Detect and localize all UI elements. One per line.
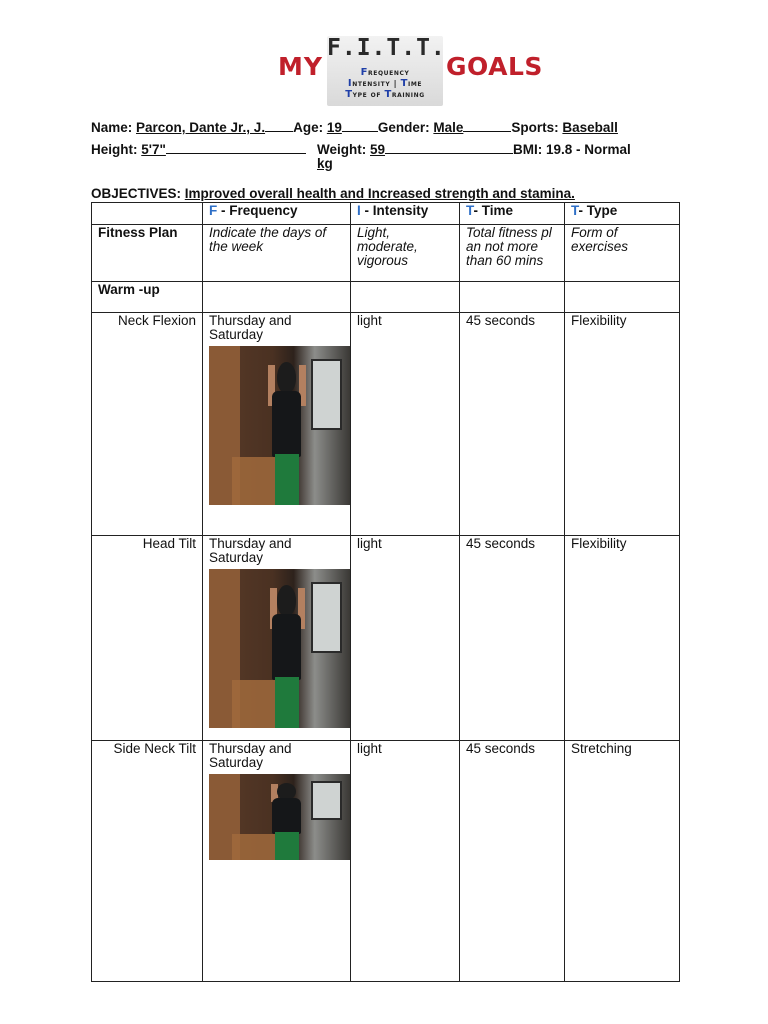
plan-type: Form of exercises: [565, 225, 680, 282]
weight-block: [317, 141, 631, 157]
exercise-time: 45 seconds: [460, 536, 565, 741]
plan-time: Total fitness pl an not more than 60 mins: [460, 225, 565, 282]
exercise-time: 45 seconds: [460, 741, 565, 982]
empty-cell: [565, 282, 680, 313]
logo-goals-text: GOALS: [446, 52, 543, 81]
logo-line-frequency: Frequency: [360, 67, 410, 78]
plan-intensity: Light, moderate, vigorous: [351, 225, 460, 282]
plan-frequency: Indicate the days of the week: [203, 225, 351, 282]
height-value: 5'7": [141, 142, 166, 157]
exercise-type: Flexibility: [565, 313, 680, 536]
exercise-frequency-cell: [203, 741, 351, 982]
weight-label: Weight:: [317, 142, 370, 157]
empty-cell: [351, 282, 460, 313]
exercise-name: Head Tilt: [92, 536, 203, 741]
sports-label: Sports:: [511, 120, 563, 135]
exercise-name: Side Neck Tilt: [92, 741, 203, 982]
table-header-row: [92, 203, 680, 225]
exercise-frequency-cell: [203, 313, 351, 536]
fitt-logo: [327, 35, 446, 106]
exercise-intensity: light: [351, 313, 460, 536]
header-frequency: F - Frequency: [203, 203, 351, 225]
exercise-photo-side-neck-tilt: [209, 774, 350, 860]
sports-value: Baseball: [562, 120, 618, 135]
logo-line-intensity-time: Intensity | Time: [347, 78, 423, 89]
gender-value: Male: [433, 120, 464, 135]
exercise-photo-neck-flexion: [209, 346, 350, 505]
table-row: [92, 741, 680, 982]
objectives-value: Improved overall health and Increased strength and stamina.: [184, 186, 575, 201]
objectives: [91, 186, 575, 201]
empty-cell: [203, 282, 351, 313]
warmup-section-row: [92, 282, 680, 313]
info-row-2: [91, 141, 306, 157]
exercise-intensity: light: [351, 741, 460, 982]
logo-my-text: MY: [278, 52, 323, 81]
weight-value: 59: [370, 142, 386, 157]
exercise-name: Neck Flexion: [92, 313, 203, 536]
weight-unit: kg: [317, 156, 333, 171]
table-row: [92, 313, 680, 536]
bmi-text: BMI: 19.8 - Normal: [513, 142, 631, 157]
exercise-type: Flexibility: [565, 536, 680, 741]
logo-line-type-of-training: Type of Training: [345, 89, 425, 100]
header-empty-cell: [92, 203, 203, 225]
exercise-frequency: Thursday and Saturday: [209, 313, 292, 342]
header-type: T- Type: [565, 203, 680, 225]
exercise-frequency: Thursday and Saturday: [209, 536, 292, 565]
fitness-plan-row: [92, 225, 680, 282]
exercise-frequency: Thursday and Saturday: [209, 741, 292, 770]
name-label: Name:: [91, 120, 137, 135]
logo-fitt-title: F.I.T.T.: [327, 35, 446, 61]
weight-unit-line: [317, 156, 333, 171]
fitt-table: [91, 202, 680, 982]
objectives-label: OBJECTIVES:: [91, 186, 185, 201]
table-row: [92, 536, 680, 741]
warmup-label: Warm -up: [92, 282, 203, 313]
exercise-photo-head-tilt: [209, 569, 350, 728]
age-label: Age:: [293, 120, 327, 135]
exercise-type: Stretching: [565, 741, 680, 982]
exercise-intensity: light: [351, 536, 460, 741]
age-value: 19: [326, 120, 342, 135]
empty-cell: [460, 282, 565, 313]
exercise-frequency-cell: [203, 536, 351, 741]
gender-label: Gender:: [377, 120, 434, 135]
exercise-time: 45 seconds: [460, 313, 565, 536]
header-intensity: I - Intensity: [351, 203, 460, 225]
header-time: T- Time: [460, 203, 565, 225]
name-value: Parcon, Dante Jr., J.: [136, 120, 266, 135]
fitness-plan-label: Fitness Plan: [92, 225, 203, 282]
height-label: Height:: [91, 142, 142, 157]
info-row-1: [91, 119, 618, 135]
